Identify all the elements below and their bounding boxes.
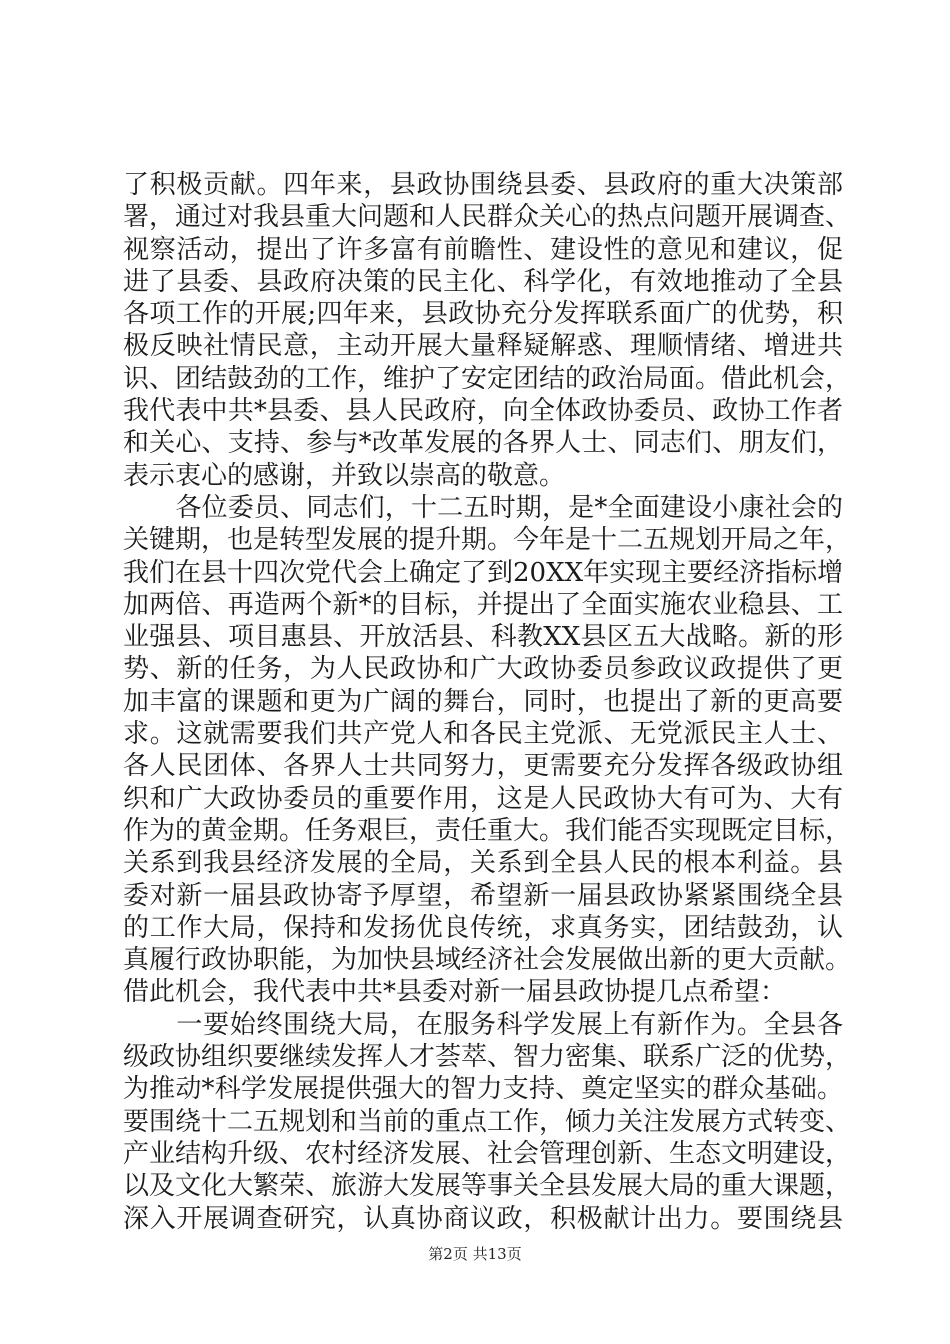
text-line: 我们在县十四次党代会上确定了到20XX年实现主要经济指标增 xyxy=(123,557,844,588)
text-line: 借此机会，我代表中共*县委对新一届县政协提几点希望： xyxy=(123,977,787,1008)
text-line: 级政协组织要继续发挥人才荟萃、智力密集、联系广泛的优势， xyxy=(123,1042,852,1073)
text-line: 识、团结鼓劲的工作，维护了安定团结的政治局面。借此机会， xyxy=(123,363,852,394)
text-line: 深入开展调查研究，认真协商议政，积极献计出力。要围绕县 xyxy=(123,1203,843,1234)
text-line: 的工作大局，保持和发扬优良传统，求真务实，团结鼓劲，认 xyxy=(123,912,843,943)
text-line: 真履行政协职能，为加快县域经济社会发展做出新的更大贡献。 xyxy=(123,945,852,976)
text-line: 和关心、支持、参与*改革发展的各界人士、同志们、朋友们， xyxy=(123,428,843,459)
text-line: 织和广大政协委员的重要作用，这是人民政协大有可为、大有 xyxy=(123,783,843,814)
text-line: 作为的黄金期。任务艰巨，责任重大。我们能否实现既定目标， xyxy=(123,815,852,846)
text-line: 进了县委、县政府决策的民主化、科学化，有效地推动了全县 xyxy=(123,266,843,297)
text-line: 表示衷心的感谢，并致以崇高的敬意。 xyxy=(123,460,566,491)
document-body xyxy=(123,169,852,1235)
text-line: 业强县、项目惠县、开放活县、科教XX县区五大战略。新的形 xyxy=(123,622,843,653)
text-line: 以及文化大繁荣、旅游大发展等事关全县发展大局的重大课题， xyxy=(123,1171,852,1202)
text-line: 极反映社情民意，主动开展大量释疑解惑、理顺情绪、增进共 xyxy=(123,331,843,362)
text-line: 加两倍、再造两个新*的目标，并提出了全面实施农业稳县、工 xyxy=(123,589,843,620)
text-line: 署，通过对我县重大问题和人民群众关心的热点问题开展调查、 xyxy=(123,202,852,233)
text-line: 为推动*科学发展提供强大的智力支持、奠定坚实的群众基础。 xyxy=(123,1074,843,1105)
text-line: 产业结构升级、农村经济发展、社会管理创新、生态文明建设， xyxy=(123,1138,852,1169)
text-line: 视察活动，提出了许多富有前瞻性、建设性的意见和建议，促 xyxy=(123,234,843,265)
text-line: 加丰富的课题和更为广阔的舞台，同时，也提出了新的更高要 xyxy=(123,686,843,717)
text-line: 要围绕十二五规划和当前的重点工作，倾力关注发展方式转变、 xyxy=(123,1106,852,1137)
page-footer: 第2页 共13页 xyxy=(428,1245,522,1263)
text-line: 各位委员、同志们，十二五时期，是*全面建设小康社会的 xyxy=(123,492,843,523)
text-line: 求。这就需要我们共产党人和各民主党派、无党派民主人士、 xyxy=(123,719,843,750)
text-line: 关键期，也是转型发展的提升期。今年是十二五规划开局之年， xyxy=(123,525,852,556)
text-line: 各项工作的开展;四年来，县政协充分发挥联系面广的优势，积 xyxy=(123,299,843,330)
text-line: 各人民团体、各界人士共同努力，更需要充分发挥各级政协组 xyxy=(123,751,843,782)
text-line: 势、新的任务，为人民政协和广大政协委员参政议政提供了更 xyxy=(123,654,843,685)
text-line: 一要始终围绕大局，在服务科学发展上有新作为。全县各 xyxy=(123,1009,843,1040)
text-line: 了积极贡献。四年来，县政协围绕县委、县政府的重大决策部 xyxy=(123,170,843,200)
text-line: 关系到我县经济发展的全局，关系到全县人民的根本利益。县 xyxy=(123,848,843,879)
text-line: 我代表中共*县委、县人民政府，向全体政协委员、政协工作者 xyxy=(123,396,843,427)
text-line: 委对新一届县政协寄予厚望，希望新一届县政协紧紧围绕全县 xyxy=(123,880,843,911)
